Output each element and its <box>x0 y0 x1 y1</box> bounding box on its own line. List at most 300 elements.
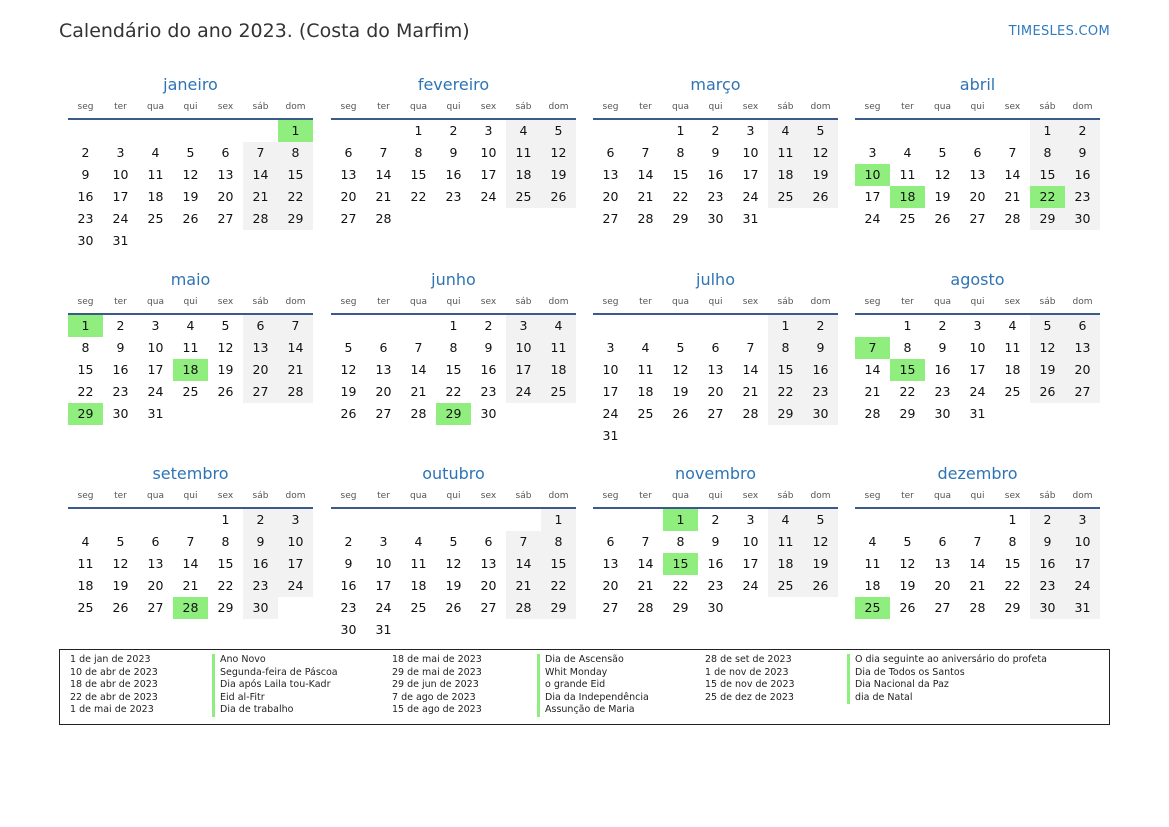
day-cell: 24 <box>742 189 759 204</box>
weekday-label: qui <box>446 102 461 112</box>
weekday-label: qui <box>183 102 198 112</box>
weekday-label: qua <box>147 297 164 307</box>
holiday-name: Dia de trabalho <box>220 704 294 715</box>
day-cell: 24 <box>278 575 313 597</box>
day-cell: 8 <box>278 142 313 164</box>
day-cell: 14 <box>182 556 199 571</box>
day-cell: 2 <box>711 123 720 138</box>
day-cell: 13 <box>217 167 234 182</box>
weekday-label: qua <box>410 297 427 307</box>
day-cell: 5 <box>676 340 685 355</box>
empty-cell <box>698 315 733 337</box>
day-cell: 14 <box>742 362 759 377</box>
holiday-name: O dia seguinte ao aniversário do profeta <box>855 654 1047 665</box>
weekday-label: sáb <box>252 491 269 501</box>
day-cell: 15 <box>1030 164 1065 186</box>
day-cell: 16 <box>707 556 724 571</box>
holiday-day-cell: 7 <box>855 337 890 359</box>
day-cell: 13 <box>340 167 357 182</box>
day-cell: 7 <box>746 340 755 355</box>
day-cell: 27 <box>1065 381 1100 403</box>
day-cell: 6 <box>484 534 493 549</box>
weekday-label: qui <box>446 491 461 501</box>
day-cell: 3 <box>746 512 755 527</box>
holiday-name: Whit Monday <box>545 666 608 678</box>
day-cell: 28 <box>410 406 427 421</box>
day-grid <box>68 120 313 252</box>
holiday-date: 25 de dez de 2023 <box>705 691 794 703</box>
day-cell: 10 <box>112 167 129 182</box>
holiday-name: Dia da Independência <box>545 691 649 703</box>
empty-cell <box>628 509 663 531</box>
empty-cell <box>68 120 103 142</box>
weekday-label: dom <box>285 297 306 307</box>
holiday-day-cell: 28 <box>173 597 208 619</box>
day-cell: 27 <box>602 211 619 226</box>
weekday-label: qua <box>410 491 427 501</box>
day-cell: 14 <box>864 362 881 377</box>
day-cell: 13 <box>480 556 497 571</box>
weekday-label: qua <box>672 491 689 501</box>
weekday-label: sáb <box>515 297 532 307</box>
day-cell: 14 <box>1004 167 1021 182</box>
empty-cell <box>995 120 1030 142</box>
day-cell: 5 <box>903 534 912 549</box>
day-cell: 27 <box>602 600 619 615</box>
weekday-label: sáb <box>1039 297 1056 307</box>
day-cell: 26 <box>541 186 576 208</box>
day-cell: 16 <box>1030 553 1065 575</box>
weekday-label: dom <box>810 491 831 501</box>
day-cell: 25 <box>541 381 576 403</box>
day-cell: 1 <box>221 512 230 527</box>
day-cell: 27 <box>969 211 986 226</box>
day-cell: 25 <box>768 575 803 597</box>
day-grid <box>68 509 313 619</box>
holiday-date: 29 de mai de 2023 <box>392 666 482 678</box>
day-cell: 19 <box>217 362 234 377</box>
day-grid <box>593 120 838 230</box>
day-cell: 15 <box>77 362 94 377</box>
holiday-date: 15 de nov de 2023 <box>705 679 795 690</box>
day-cell: 28 <box>637 600 654 615</box>
day-cell: 31 <box>969 406 986 421</box>
day-cell: 21 <box>278 359 313 381</box>
month-name: novembro <box>675 464 756 483</box>
month-name: janeiro <box>163 75 218 94</box>
day-cell: 15 <box>1004 556 1021 571</box>
day-grid <box>68 315 313 425</box>
weekday-label: ter <box>377 491 390 501</box>
day-grid <box>855 315 1100 425</box>
day-cell: 11 <box>182 340 199 355</box>
day-grid <box>331 120 576 230</box>
day-cell: 29 <box>899 406 916 421</box>
weekday-label: sex <box>1004 491 1021 501</box>
weekday-label: sex <box>217 491 234 501</box>
day-cell: 26 <box>217 384 234 399</box>
day-cell: 14 <box>506 553 541 575</box>
day-cell: 28 <box>864 406 881 421</box>
day-cell: 28 <box>506 597 541 619</box>
weekday-label: sáb <box>252 102 269 112</box>
day-cell: 20 <box>602 189 619 204</box>
day-cell: 15 <box>410 167 427 182</box>
month-name: março <box>690 75 741 94</box>
day-cell: 28 <box>969 600 986 615</box>
day-cell: 4 <box>903 145 912 160</box>
holiday-day-cell: 10 <box>855 164 890 186</box>
empty-cell <box>208 120 243 142</box>
day-cell: 20 <box>375 384 392 399</box>
weekday-label: qua <box>934 102 951 112</box>
day-cell: 16 <box>480 362 497 377</box>
holiday-date: 18 de abr de 2023 <box>70 679 158 690</box>
day-cell: 31 <box>1065 597 1100 619</box>
empty-cell <box>960 509 995 531</box>
day-cell: 26 <box>112 600 129 615</box>
day-cell: 6 <box>344 145 353 160</box>
day-cell: 27 <box>934 600 951 615</box>
day-cell: 16 <box>803 359 838 381</box>
month-name: agosto <box>950 270 1005 289</box>
weekday-label: seg <box>340 102 357 112</box>
day-cell: 21 <box>182 578 199 593</box>
day-cell: 20 <box>602 578 619 593</box>
weekday-label: ter <box>639 491 652 501</box>
day-cell: 18 <box>410 578 427 593</box>
weekday-label: ter <box>114 297 127 307</box>
day-cell: 30 <box>707 600 724 615</box>
day-cell: 3 <box>151 318 160 333</box>
day-cell: 23 <box>707 189 724 204</box>
day-cell: 25 <box>637 406 654 421</box>
day-cell: 30 <box>803 403 838 425</box>
day-cell: 6 <box>938 534 947 549</box>
weekday-label: dom <box>285 491 306 501</box>
day-cell: 11 <box>768 142 803 164</box>
month-name: julho <box>696 270 735 289</box>
weekday-label: sex <box>742 297 759 307</box>
day-cell: 2 <box>116 318 125 333</box>
day-cell: 30 <box>1030 597 1065 619</box>
day-cell: 30 <box>77 233 94 248</box>
day-cell: 5 <box>803 120 838 142</box>
empty-cell <box>366 120 401 142</box>
holiday-name: Dia de Ascensão <box>545 654 624 665</box>
month-name: setembro <box>152 464 229 483</box>
day-cell: 29 <box>672 600 689 615</box>
day-cell: 28 <box>375 211 392 226</box>
month-4 <box>68 267 313 425</box>
weekday-label: qui <box>970 297 985 307</box>
day-cell: 18 <box>77 578 94 593</box>
day-cell: 4 <box>768 120 803 142</box>
weekday-label: sex <box>217 297 234 307</box>
day-cell: 6 <box>606 145 615 160</box>
day-cell: 2 <box>938 318 947 333</box>
day-cell: 23 <box>803 381 838 403</box>
day-cell: 15 <box>672 167 689 182</box>
empty-cell <box>138 509 173 531</box>
day-cell: 22 <box>672 578 689 593</box>
day-cell: 11 <box>637 362 654 377</box>
day-cell: 28 <box>742 406 759 421</box>
month-name: outubro <box>422 464 485 483</box>
holiday-date: 28 de set de 2023 <box>705 654 792 665</box>
day-cell: 8 <box>414 145 423 160</box>
brand-link[interactable]: TIMESLES.COM <box>1008 24 1110 39</box>
weekday-label: seg <box>77 297 94 307</box>
day-cell: 3 <box>746 123 755 138</box>
holiday-name: Assunção de Maria <box>545 704 635 715</box>
weekday-label: sex <box>742 491 759 501</box>
holiday-date: 15 de ago de 2023 <box>392 704 482 715</box>
month-name: abril <box>959 75 996 94</box>
day-cell: 21 <box>864 384 881 399</box>
day-cell: 15 <box>217 556 234 571</box>
day-cell: 18 <box>768 164 803 186</box>
day-cell: 8 <box>676 534 685 549</box>
day-cell: 29 <box>217 600 234 615</box>
weekday-label: ter <box>377 297 390 307</box>
holiday-date: 1 de nov de 2023 <box>705 666 789 678</box>
day-cell: 6 <box>606 534 615 549</box>
weekday-header <box>593 487 838 509</box>
month-11 <box>855 461 1100 619</box>
day-cell: 14 <box>637 167 654 182</box>
holiday-day-cell: 22 <box>1030 186 1065 208</box>
empty-cell <box>628 315 663 337</box>
day-cell: 26 <box>182 211 199 226</box>
day-cell: 17 <box>969 362 986 377</box>
day-cell: 24 <box>1065 575 1100 597</box>
day-cell: 10 <box>969 340 986 355</box>
month-3 <box>855 72 1100 230</box>
day-cell: 10 <box>375 556 392 571</box>
day-cell: 21 <box>742 384 759 399</box>
day-cell: 2 <box>1065 120 1100 142</box>
weekday-label: sáb <box>1039 102 1056 112</box>
weekday-label: seg <box>77 102 94 112</box>
empty-cell <box>173 509 208 531</box>
day-cell: 19 <box>445 578 462 593</box>
day-cell: 29 <box>541 597 576 619</box>
weekday-label: dom <box>810 297 831 307</box>
day-cell: 23 <box>1065 186 1100 208</box>
day-cell: 29 <box>1030 208 1065 230</box>
day-cell: 6 <box>221 145 230 160</box>
day-cell: 20 <box>707 384 724 399</box>
weekday-label: qui <box>970 102 985 112</box>
holiday-date: 29 de jun de 2023 <box>392 679 479 690</box>
holiday-day-cell: 25 <box>855 597 890 619</box>
empty-cell <box>331 315 366 337</box>
day-cell: 17 <box>112 189 129 204</box>
day-cell: 5 <box>938 145 947 160</box>
day-cell: 30 <box>480 406 497 421</box>
day-cell: 11 <box>899 167 916 182</box>
day-grid <box>331 315 576 425</box>
day-cell: 19 <box>1030 359 1065 381</box>
day-cell: 13 <box>375 362 392 377</box>
day-cell: 16 <box>340 578 357 593</box>
day-cell: 30 <box>340 622 357 637</box>
day-cell: 14 <box>278 337 313 359</box>
day-cell: 8 <box>768 337 803 359</box>
day-cell: 5 <box>1030 315 1065 337</box>
weekday-header <box>331 98 576 120</box>
weekday-label: sáb <box>777 102 794 112</box>
holiday-day-cell: 1 <box>68 315 103 337</box>
holiday-day-cell: 29 <box>68 403 103 425</box>
day-cell: 13 <box>602 556 619 571</box>
day-cell: 27 <box>340 211 357 226</box>
day-cell: 24 <box>864 211 881 226</box>
weekday-header <box>855 293 1100 315</box>
day-cell: 12 <box>445 556 462 571</box>
day-cell: 11 <box>506 142 541 164</box>
day-cell: 6 <box>711 340 720 355</box>
day-cell: 15 <box>445 362 462 377</box>
day-cell: 26 <box>803 186 838 208</box>
day-cell: 4 <box>81 534 90 549</box>
weekday-label: dom <box>810 102 831 112</box>
day-cell: 25 <box>77 600 94 615</box>
empty-cell <box>331 120 366 142</box>
day-cell: 24 <box>375 600 392 615</box>
day-cell: 3 <box>116 145 125 160</box>
day-cell: 5 <box>449 534 458 549</box>
holiday-day-cell: 1 <box>663 509 698 531</box>
empty-cell <box>138 120 173 142</box>
day-cell: 15 <box>541 553 576 575</box>
day-cell: 29 <box>768 403 803 425</box>
weekday-label: dom <box>1072 491 1093 501</box>
day-cell: 22 <box>410 189 427 204</box>
month-name: junho <box>431 270 476 289</box>
day-cell: 7 <box>243 142 278 164</box>
day-cell: 11 <box>1004 340 1021 355</box>
day-cell: 7 <box>973 534 982 549</box>
day-cell: 13 <box>934 556 951 571</box>
day-cell: 27 <box>217 211 234 226</box>
month-8 <box>68 461 313 619</box>
weekday-label: dom <box>1072 297 1093 307</box>
weekday-label: dom <box>285 102 306 112</box>
day-cell: 19 <box>112 578 129 593</box>
day-cell: 24 <box>147 384 164 399</box>
weekday-label: dom <box>1072 102 1093 112</box>
weekday-label: sex <box>742 102 759 112</box>
day-cell: 14 <box>969 556 986 571</box>
day-cell: 13 <box>1065 337 1100 359</box>
holiday-dates-col-1 <box>70 654 158 717</box>
weekday-label: ter <box>901 297 914 307</box>
day-cell: 22 <box>672 189 689 204</box>
day-cell: 23 <box>445 189 462 204</box>
holiday-day-cell: 15 <box>663 553 698 575</box>
day-cell: 4 <box>414 534 423 549</box>
empty-cell <box>366 315 401 337</box>
day-cell: 12 <box>217 340 234 355</box>
day-cell: 12 <box>182 167 199 182</box>
day-cell: 20 <box>243 359 278 381</box>
weekday-header <box>855 487 1100 509</box>
day-cell: 7 <box>1008 145 1017 160</box>
day-cell: 9 <box>711 145 720 160</box>
day-cell: 7 <box>379 145 388 160</box>
day-cell: 9 <box>1030 531 1065 553</box>
weekday-label: sáb <box>777 297 794 307</box>
weekday-header <box>331 487 576 509</box>
month-7 <box>855 267 1100 425</box>
day-cell: 20 <box>969 189 986 204</box>
day-cell: 18 <box>864 578 881 593</box>
month-10 <box>593 461 838 619</box>
empty-cell <box>103 120 138 142</box>
weekday-label: sex <box>480 102 497 112</box>
day-cell: 22 <box>541 575 576 597</box>
day-cell: 4 <box>151 145 160 160</box>
day-cell: 2 <box>803 315 838 337</box>
day-cell: 9 <box>484 340 493 355</box>
weekday-label: qua <box>934 491 951 501</box>
empty-cell <box>401 509 436 531</box>
day-cell: 31 <box>112 233 129 248</box>
day-cell: 17 <box>375 578 392 593</box>
day-cell: 4 <box>868 534 877 549</box>
day-cell: 7 <box>641 534 650 549</box>
day-cell: 30 <box>1065 208 1100 230</box>
day-cell: 13 <box>707 362 724 377</box>
day-cell: 20 <box>934 578 951 593</box>
holiday-date: 1 de jan de 2023 <box>70 654 151 665</box>
weekday-label: qui <box>708 297 723 307</box>
day-cell: 7 <box>641 145 650 160</box>
day-cell: 13 <box>243 337 278 359</box>
day-cell: 17 <box>864 189 881 204</box>
day-cell: 21 <box>375 189 392 204</box>
weekday-label: seg <box>864 491 881 501</box>
weekday-label: seg <box>602 491 619 501</box>
holiday-date: 22 de abr de 2023 <box>70 691 158 703</box>
day-cell: 25 <box>899 211 916 226</box>
day-cell: 25 <box>147 211 164 226</box>
empty-cell <box>960 120 995 142</box>
day-cell: 9 <box>344 556 353 571</box>
day-cell: 24 <box>480 189 497 204</box>
holiday-date: 10 de abr de 2023 <box>70 666 158 678</box>
weekday-header <box>68 487 313 509</box>
empty-cell <box>103 509 138 531</box>
day-cell: 31 <box>375 622 392 637</box>
day-cell: 22 <box>217 578 234 593</box>
day-grid <box>331 509 576 641</box>
weekday-label: seg <box>864 102 881 112</box>
day-cell: 6 <box>379 340 388 355</box>
day-cell: 15 <box>278 164 313 186</box>
weekday-label: sáb <box>1039 491 1056 501</box>
day-cell: 23 <box>934 384 951 399</box>
holiday-name: o grande Eid <box>545 679 606 690</box>
day-cell: 11 <box>864 556 881 571</box>
day-cell: 10 <box>742 145 759 160</box>
day-cell: 20 <box>147 578 164 593</box>
holiday-day-cell: 18 <box>890 186 925 208</box>
day-cell: 14 <box>243 164 278 186</box>
day-cell: 2 <box>81 145 90 160</box>
